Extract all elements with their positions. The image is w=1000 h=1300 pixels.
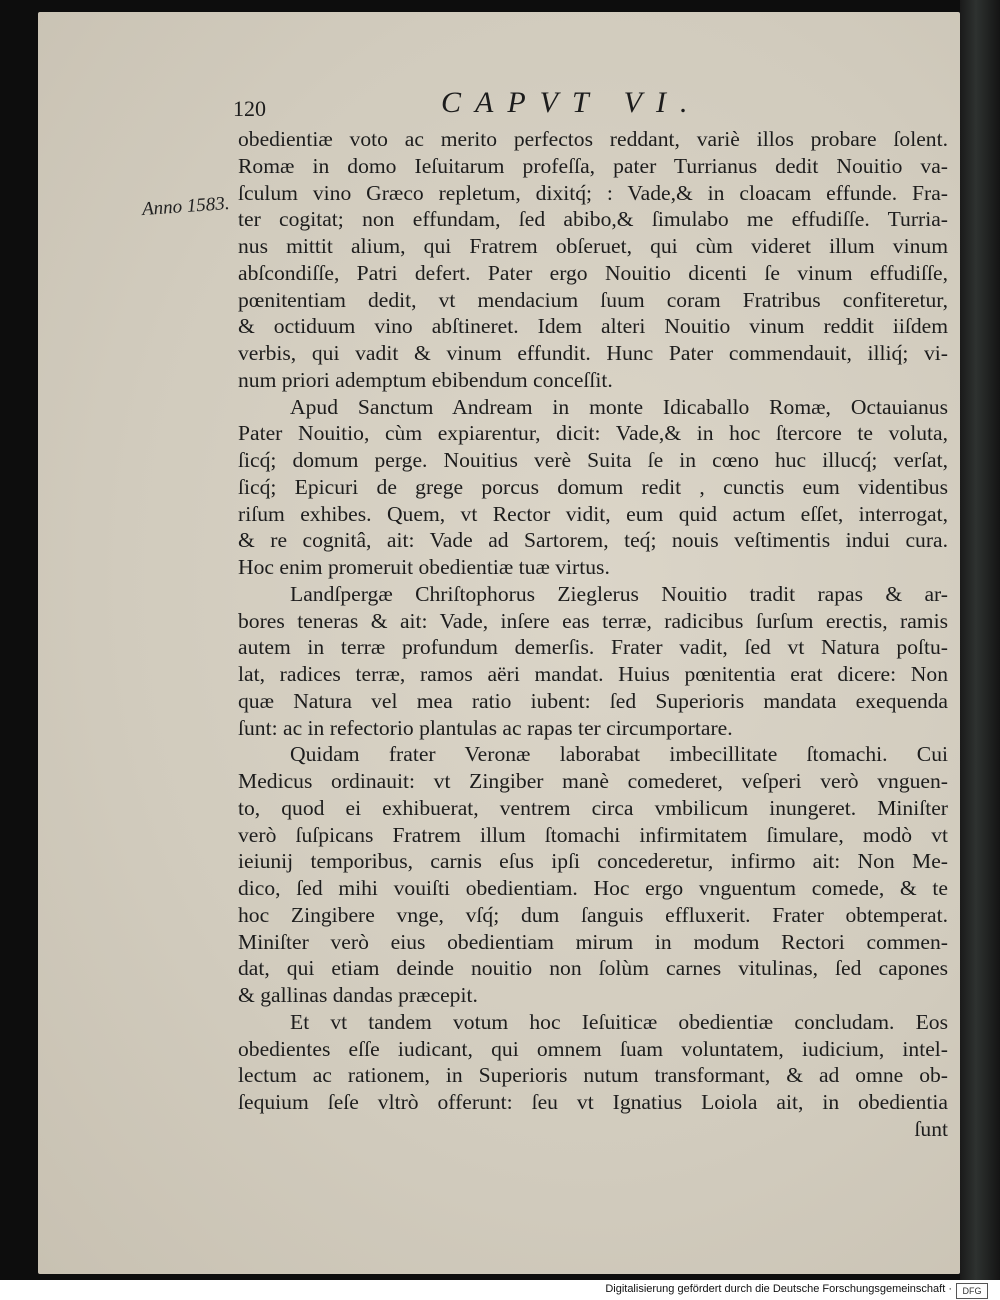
funding-credit: Digitalisierung gefördert durch die Deutsche Forschungsgemeinschaft · [605,1283,952,1295]
text-line: Landſpergæ Chriſtophorus Zieglerus Nouitio tradit rapas & ar- [290,581,948,606]
text-line: & gallinas dandas præcepit. [238,983,478,1007]
text-line: dat, qui etiam deinde nouitio non ſolùm carnes vitulinas, ſed capones [238,956,948,981]
text-line: pœnitentiam dedit, vt mendacium ſuum coram Fratribus confiteretur, [238,287,948,312]
text-line: num priori ademptum ebibendum conceſſit. [238,367,613,392]
text-line: obedientes eſſe iudicant, qui omnem ſuam voluntatem, iudicium, intel- [238,1036,948,1061]
text-line: bores teneras & ait: Vade, inſere eas terræ, radicibus ſurſum erectis, ramis [238,608,948,633]
text-line: quæ Natura vel mea ratio iubent: ſed Superioris mandata exequenda [238,688,948,713]
text-line: verbis, qui vadit & vinum effundit. Hunc Pater commendauit, illiq́; vi- [238,341,948,365]
text-line: Medicus ordinauit: vt Zingiber manè comederet, veſperi verò vnguen- [238,769,948,793]
text-line: lectum ac rationem, in Superioris nutum transformant, & ad omne ob- [238,1063,948,1088]
text-line: ſunt [914,1116,948,1141]
text-line: Quidam frater Veronæ laborabat imbecillitate ſtomachi. Cui [290,742,948,767]
text-line: Miniſter verò eius obedientiam mirum in modum Rectori commen- [238,929,948,954]
text-line: ter cogitat; non effundam, ſed abibo,& ſimulabo me effudiſſe. Turria- [238,207,948,232]
text-line: abſcondiſſe, Patri defert. Pater ergo Nouitio dicenti ſe vinum effudiſſe, [238,260,948,285]
page-number: 120 [233,96,266,121]
margin-note: Anno 1583. [141,192,231,221]
text-line: ſunt: ac in refectorio plantulas ac rapas ter circumportare. [238,715,733,740]
text-line: & octiduum vino abſtineret. Idem alteri Nouitio vinum reddit iiſdem [238,314,948,339]
body-text [238,126,948,1143]
text-line: to, quod ei exhibuerat, ventrem circa vmbilicum inungeret. Miniſter [238,795,948,820]
book-spine [960,0,1000,1280]
text-line: obedientiæ voto ac merito perfectos reddant, variè illos probare ſolent. [238,127,948,151]
text-line: Hoc enim promeruit obedientiæ tuæ virtus. [238,555,610,579]
text-line: Apud Sanctum Andream in monte Idicaballo Romæ, Octauianus [290,394,948,419]
text-line: ſculum vino Græco repletum, dixitq́; : Vade,& in cloacam effunde. Fra- [238,180,948,205]
text-line: ſicq́; Epicuri de grege porcus domum redit , cunctis eum videntibus [238,474,948,499]
page-header [233,86,953,126]
text-line: Romæ in domo Ieſuitarum profeſſa, pater Turrianus dedit Nouitio va- [238,153,948,178]
text-line: lat, radices terræ, ramos aëri mandat. Huius pœnitentia erat dicere: Non [238,662,948,686]
text-line: ſicq́; domum perge. Nouitius verè Suita ſe in cœno huc illucq́; verſat, [238,448,948,472]
running-head: CAPVT VI. [441,86,702,119]
dfg-logo: DFG [956,1283,988,1299]
text-line: verò ſuſpicans Fratrem illum ſtomachi infirmitatem ſimulare, modò vt [238,822,948,847]
text-line: Et vt tandem votum hoc Ieſuiticæ obedientiæ concludam. Eos [290,1009,948,1034]
text-line: autem in terræ profundum demerſis. Frater vadit, ſed vt Natura poſtu- [238,635,948,660]
text-line: & re cognitâ, ait: Vade ad Sartorem, teq́; nouis veſtimentis indui cura. [238,528,948,553]
text-line: dico, ſed mihi vouiſti obedientiam. Hoc ergo vnguentum comede, & te [238,876,948,900]
footer-bar [0,1280,1000,1300]
text-line: Pater Nouitio, cùm expiarentur, dicit: Vade,& in hoc ſtercore te voluta, [238,421,948,446]
text-line: ieiunij temporibus, carnis eſus ipſi concederetur, infirmo ait: Non Me- [238,849,948,874]
text-line: ſequium ſeſe vltrò offerunt: ſeu vt Ignatius Loiola ait, in obedientia [238,1090,948,1114]
text-line: nus mittit alium, qui Fratrem obſeruet, qui cùm videret illum vinum [238,234,948,258]
text-line: riſum exhibes. Quem, vt Rector vidit, eum quid actum eſſet, interrogat, [238,501,948,526]
text-line: hoc Zingibere vnge, vſq́; dum ſanguis effluxerit. Frater obtemperat. [238,902,948,927]
